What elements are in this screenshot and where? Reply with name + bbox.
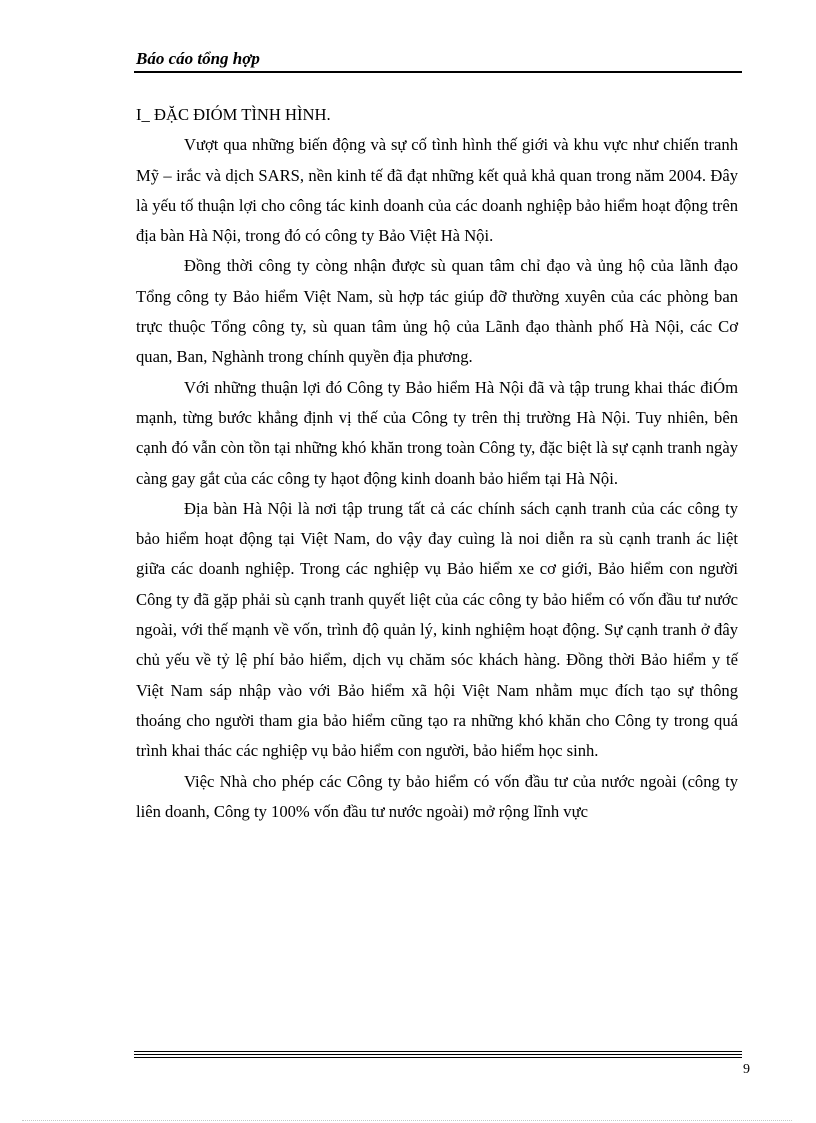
header-divider	[134, 71, 742, 73]
paragraph-4: Địa bàn Hà Nội là nơi tập trung tất cả các chính sách cạnh tranh của các công ty bảo hiểm hoạt động tại Việt Nam, do vậy đay cuìng là noi diễn ra sù cạnh tranh ác liệt giữa các doanh nghiệp. Trong các nghiệp vụ Bảo hiểm xe cơ giới, Bảo hiểm con người Công ty đã gặp phải sù cạnh tranh quyết liệt của các công ty bảo hiểm có vốn đầu tư nước ngoài, với thế mạnh về vốn, trình độ quản lý, kinh nghiệm hoạt động. Sự cạnh tranh ở đây chủ yếu về tỷ lệ phí bảo hiểm, dịch vụ chăm sóc khách hàng. Đồng thời Bảo hiểm y tế Việt Nam sáp nhập vào với Bảo hiểm xã hội Việt Nam nhằm mục đích tạo sự thông thoáng cho người tham gia bảo hiểm cũng tạo ra những khó khăn cho Công ty trong quá trình khai thác các nghiệp vụ bảo hiểm con người, bảo hiểm học sinh.	[136, 498, 738, 761]
footer-divider-bottom	[134, 1057, 742, 1058]
document-body	[136, 100, 738, 827]
report-header-title: Báo cáo tổng hợp	[136, 49, 260, 68]
section-heading: I_ ĐẶC ĐIÓM TÌNH HÌNH.	[136, 105, 331, 124]
paragraph-1: Vượt qua những biến động và sự cố tình hình thế giới và khu vực như chiến tranh Mỹ – irắc và dịch SARS, nền kinh tế đã đạt những kết quả khả quan trong năm 2004. Đây là yếu tố thuận lợi cho công tác kinh doanh của các doanh nghiệp bảo hiểm hoạt động trên địa bàn Hà Nội, trong đó có công ty Bảo Việt Hà Nội.	[136, 135, 738, 246]
paragraph-3: Với những thuận lợi đó Công ty Bảo hiểm Hà Nội đã và tập trung khai thác điÓm mạnh, từng bước khẳng định vị thế của Công ty trên thị trường Hà Nội. Tuy nhiên, bên cạnh đó vẫn còn tồn tại những khó khăn trong toàn Công ty, đặc biệt là sự cạnh tranh ngày càng gay gắt của các công ty hạot động kinh doanh bảo hiểm tại Hà Nội.	[136, 377, 738, 488]
page-edge-dotted-line	[22, 1120, 792, 1121]
paragraph-5: Việc Nhà cho phép các Công ty bảo hiểm có vốn đầu tư của nước ngoài (công ty liên doanh, Công ty 100% vốn đầu tư nước ngoài) mở rộng lĩnh vực	[136, 771, 738, 821]
footer-divider-middle	[134, 1054, 742, 1055]
page-number: 9	[743, 1062, 750, 1077]
footer-divider-top	[134, 1051, 742, 1052]
paragraph-2: Đồng thời công ty còng nhận được sù quan tâm chỉ đạo và ủng hộ của lãnh đạo Tổng công ty Bảo hiểm Việt Nam, sù hợp tác giúp đỡ thường xuyên của các phòng ban trực thuộc Tổng công ty, sù quan tâm ủng hộ của Lãnh đạo thành phố Hà Nội, các Cơ quan, Ban, Nghành trong chính quyền địa phương.	[136, 256, 738, 367]
